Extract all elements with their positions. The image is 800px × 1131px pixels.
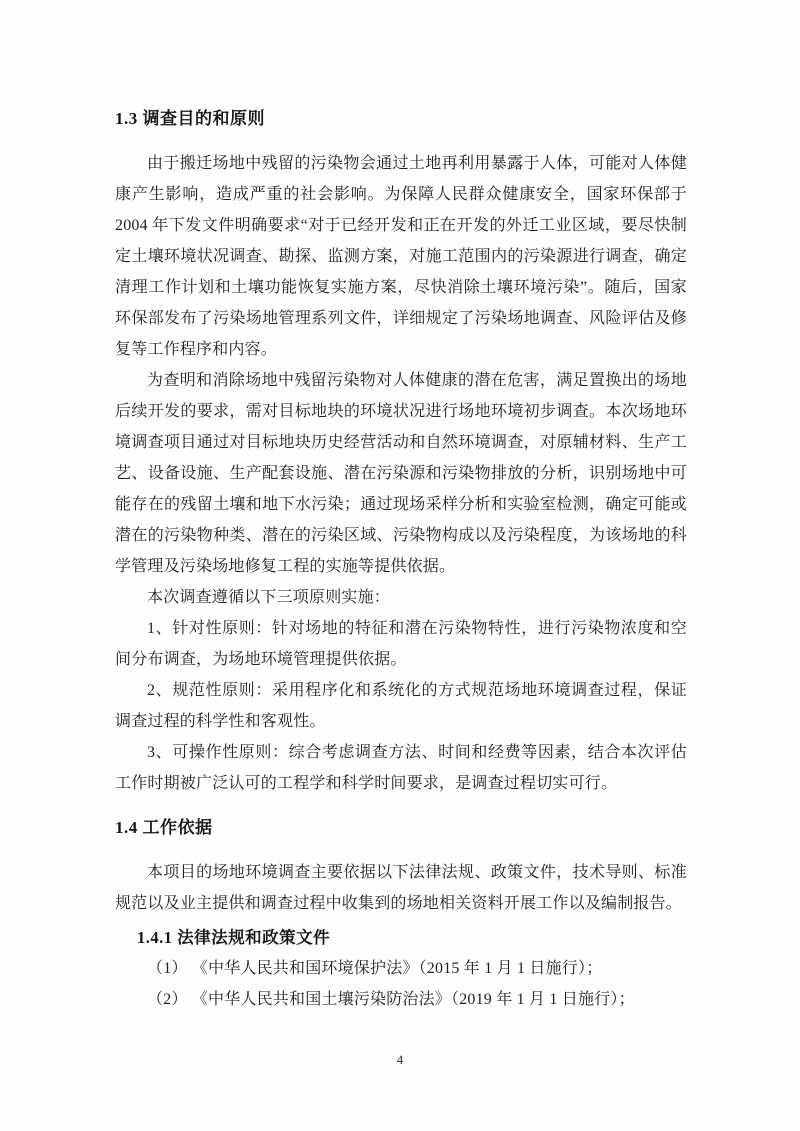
paragraph-survey-purpose: 为查明和消除场地中残留污染物对人体健康的潜在危害，满足置换出的场地后续开发的要求，需对目标地块的环境状况进行场地环境初步调查。本次场地环境调查项目通过对目标地块历史经营活动和自然环境调查，对原辅材料、生产工艺、设备设施、生产配套设施、潜在污染源和污染物排放的分析，识别场地中可能存在的残留土壤和地下水污染；通过现场采样分析和实验室检测，确定可能或潜在的污染物种类、潜在的污染区域、污染物构成以及污染程度，为该场地的科学管理及污染场地修复工程的实施等提供依据。 bbox=[115, 372, 687, 575]
paragraph-principle-1: 1、针对性原则：针对场地的特征和潜在污染物特性，进行污染物浓度和空间分布调查，为场地环境管理提供依据。 bbox=[115, 620, 687, 668]
law-list-item: （2） 《中华人民共和国土壤污染防治法》（2019 年 1 月 1 日施行）； bbox=[147, 991, 635, 1008]
section-heading-1-4: 1.4 工作依据 bbox=[115, 818, 213, 837]
page-footer bbox=[0, 1051, 800, 1069]
section-heading-1-3: 1.3 调查目的和原则 bbox=[115, 109, 265, 128]
paragraph-principles-intro: 本次调查遵循以下三项原则实施： bbox=[147, 589, 391, 606]
document-content bbox=[115, 0, 687, 1015]
paragraph-principle-2: 2、规范性原则：采用程序化和系统化的方式规范场地环境调查过程，保证调查过程的科学性和客观性。 bbox=[115, 682, 687, 730]
paragraph-background: 由于搬迁场地中残留的污染物会通过土地再利用暴露于人体，可能对人体健康产生影响，造成严重的社会影响。为保障人民群众健康安全，国家环保部于 2004 年下发文件明确要求“对于已经开发和正在开发的外迁工业区域，要尽快制定土壤环境状况调查、勘探、监测方案，对施工范围内的污染源进行调查，确定清理工作计划和土壤功能恢复实施方案，尽快消除土壤环境污染”。随后，国家环保部发布了污染场地管理系列文件，详细规定了污染场地调查、风险评估及修复等工作程序和内容。 bbox=[115, 155, 687, 358]
paragraph-principle-3: 3、可操作性原则：综合考虑调查方法、时间和经费等因素，结合本次评估工作时期被广泛认可的工程学和科学时间要求，是调查过程切实可行。 bbox=[115, 744, 687, 792]
subsection-heading-1-4-1: 1.4.1 法律法规和政策文件 bbox=[137, 928, 331, 947]
page-number: 4 bbox=[396, 1052, 404, 1067]
paragraph-work-basis: 本项目的场地环境调查主要依据以下法律法规、政策文件，技术导则、标准规范以及业主提供和调查过程中收集到的场地相关资料开展工作以及编制报告。 bbox=[115, 864, 687, 912]
law-list-item: （1） 《中华人民共和国环境保护法》（2015 年 1 月 1 日施行）； bbox=[147, 960, 603, 977]
